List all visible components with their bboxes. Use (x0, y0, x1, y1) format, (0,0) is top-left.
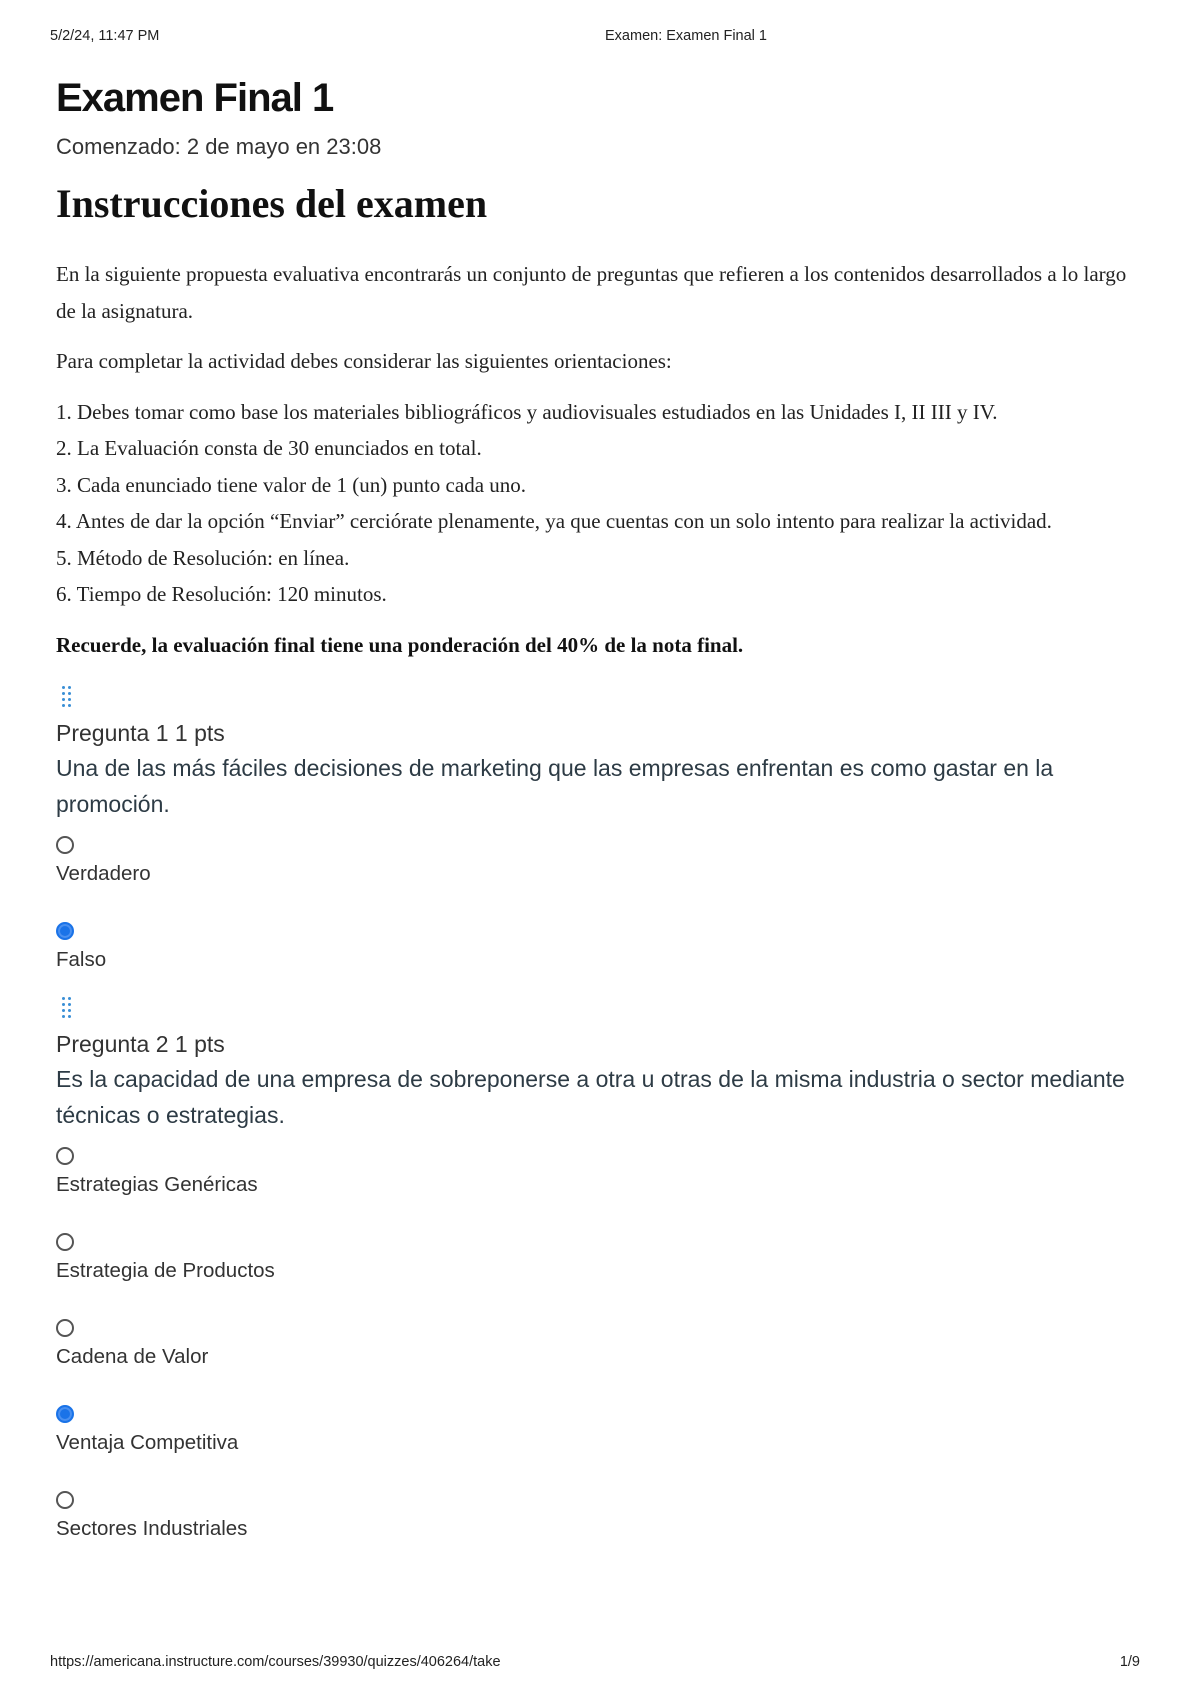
answer-option[interactable] (56, 1405, 1146, 1457)
answer-label: Estrategias Genéricas (56, 1173, 258, 1196)
instructions-intro: En la siguiente propuesta evaluativa encontrarás un conjunto de preguntas que refieren a los contenidos desarrollados a lo largo de la asignatura. (56, 262, 1127, 323)
radio-button[interactable] (56, 1319, 74, 1337)
print-header (50, 28, 1150, 48)
radio-button[interactable] (56, 1147, 74, 1165)
radio-button[interactable] (56, 1233, 74, 1251)
instructions-heading: Instrucciones del examen (56, 181, 488, 226)
question-header: Pregunta 1 1 pts (56, 720, 225, 746)
instructions-item: 3. Cada enunciado tiene valor de 1 (un) punto cada uno. (56, 472, 527, 497)
question-text: Una de las más fáciles decisiones de marketing que las empresas enfrentan es como gastar en la promoción. (56, 755, 1054, 817)
page-number: 1/9 (1119, 1654, 1140, 1670)
answer-label: Sectores Industriales (56, 1517, 248, 1540)
instructions-item: 2. La Evaluación consta de 30 enunciados en total. (56, 436, 482, 460)
instructions-list (56, 394, 1146, 613)
answer-option[interactable] (56, 1491, 1146, 1543)
drag-handle-icon[interactable] (58, 994, 78, 1020)
instructions-lead: Para completar la actividad debes considerar las siguientes orientaciones: (56, 349, 672, 373)
answer-label: Cadena de Valor (56, 1345, 209, 1368)
print-datetime: 5/2/24, 11:47 PM (50, 28, 160, 44)
answer-option[interactable] (56, 1233, 1146, 1285)
question-header: Pregunta 2 1 pts (56, 1031, 225, 1057)
answer-option[interactable] (56, 922, 1146, 974)
print-footer (50, 1654, 1150, 1674)
instructions-item: 4. Antes de dar la opción “Enviar” cerciórate plenamente, ya que cuentas con un solo intento para realizar la actividad. (56, 509, 1052, 533)
quiz-started-time: Comenzado: 2 de mayo en 23:08 (56, 134, 382, 159)
question-2 (56, 994, 1146, 1543)
instructions-reminder: Recuerde, la evaluación final tiene una ponderación del 40% de la nota final. (56, 632, 744, 657)
answer-option[interactable] (56, 1319, 1146, 1371)
question-text: Es la capacidad de una empresa de sobreponerse a otra u otras de la misma industria o sector mediante técnicas o estrategias. (56, 1066, 1125, 1128)
instructions-item: 6. Tiempo de Resolución: 120 minutos. (56, 582, 387, 606)
print-url: https://americana.instructure.com/courses/39930/quizzes/406264/take (50, 1654, 501, 1670)
instructions-body (56, 256, 1146, 663)
instructions-item: 5. Método de Resolución: en línea. (56, 545, 350, 570)
radio-button-selected[interactable] (56, 922, 74, 940)
answer-label: Verdadero (56, 862, 151, 885)
quiz-content (56, 74, 1146, 1543)
answer-label: Ventaja Competitiva (56, 1431, 239, 1454)
answer-option[interactable] (56, 1147, 1146, 1199)
answer-option[interactable] (56, 836, 1146, 888)
drag-handle-icon[interactable] (58, 683, 78, 709)
print-page-title: Examen: Examen Final 1 (605, 28, 767, 44)
radio-button[interactable] (56, 1491, 74, 1509)
instructions-item: 1. Debes tomar como base los materiales bibliográficos y audiovisuales estudiados en las Unidades I, II III y IV. (56, 399, 998, 424)
question-1 (56, 683, 1146, 974)
radio-button[interactable] (56, 836, 74, 854)
quiz-title: Examen Final 1 (56, 76, 334, 120)
answer-label: Estrategia de Productos (56, 1259, 275, 1282)
answer-label: Falso (56, 948, 107, 971)
radio-button-selected[interactable] (56, 1405, 74, 1423)
